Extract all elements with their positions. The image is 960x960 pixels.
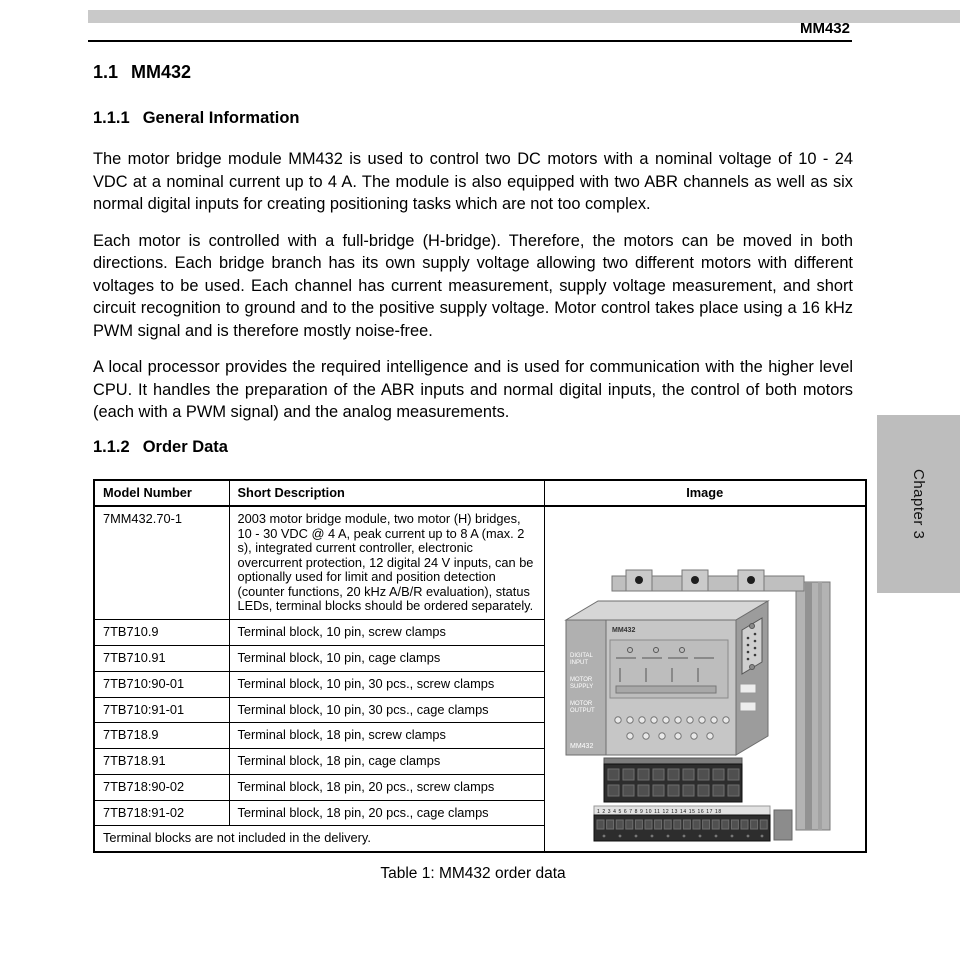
page-header xyxy=(88,20,852,42)
terminal-numbers-label: 1 2 3 4 5 6 7 8 9 10 11 12 13 14 15 16 17 18 xyxy=(596,809,722,815)
running-header-title: MM432 xyxy=(799,20,850,37)
chapter-tab-label: Chapter 3 xyxy=(910,468,927,540)
section-number: 1.1.2 xyxy=(93,437,130,456)
section-heading-1-1-1 xyxy=(93,109,853,128)
module-body xyxy=(566,601,768,755)
model-number-cell: 7TB718.91 xyxy=(94,749,229,775)
section-number: 1.1 xyxy=(93,62,119,82)
section-title: MM432 xyxy=(131,62,192,82)
model-number-cell: 7MM432.70-1 xyxy=(94,506,229,620)
description-cell: Terminal block, 18 pin, 20 pcs., cage clamps xyxy=(229,800,544,826)
model-number-cell: 7TB710.91 xyxy=(94,646,229,672)
header-rule xyxy=(88,40,852,42)
section-title: General Information xyxy=(142,109,300,127)
table-header-row xyxy=(94,480,866,507)
description-cell: Terminal block, 10 pin, screw clamps xyxy=(229,620,544,646)
terminal-block-lower-icon xyxy=(594,806,792,841)
chapter-tab xyxy=(877,415,960,593)
model-number-cell: 7TB718:90-02 xyxy=(94,774,229,800)
module-model-label-bottom: MM432 xyxy=(569,743,594,750)
panel-label: DIGITAL xyxy=(569,653,593,659)
din-rail-icon xyxy=(796,582,830,830)
table-row xyxy=(94,506,866,620)
model-number-cell: 7TB710.9 xyxy=(94,620,229,646)
section-heading-1-1-2 xyxy=(93,438,853,457)
product-image-cell xyxy=(544,506,866,852)
section-heading-1-1 xyxy=(93,62,853,83)
model-number-cell: 7TB710:91-01 xyxy=(94,697,229,723)
paragraph-general-1: The motor bridge module MM432 is used to control two DC motors with a nominal voltage of 10 - 24 VDC at a nominal current up to 4 A. The module is also equipped with two ABR channels as well as six normal digital inputs for creating positioning tasks which are not too complex. xyxy=(93,150,853,213)
order-data-table xyxy=(93,479,867,854)
column-header-image: Image xyxy=(544,480,866,507)
section-title: Order Data xyxy=(142,437,228,456)
page-content xyxy=(93,56,853,883)
column-header-description: Short Description xyxy=(229,480,544,507)
model-number-cell: 7TB718:91-02 xyxy=(94,800,229,826)
side-tag xyxy=(740,684,756,693)
panel-label: INPUT xyxy=(569,660,588,666)
description-cell: Terminal block, 18 pin, cage clamps xyxy=(229,749,544,775)
table-caption: Table 1: MM432 order data xyxy=(380,865,566,882)
description-cell: Terminal block, 10 pin, 30 pcs., cage clamps xyxy=(229,697,544,723)
column-header-model: Model Number xyxy=(94,480,229,507)
footer-note-cell: Terminal blocks are not included in the delivery. xyxy=(94,826,544,852)
section-number: 1.1.1 xyxy=(93,109,130,127)
panel-label: OUTPUT xyxy=(569,708,595,714)
model-number-cell: 7TB710:90-01 xyxy=(94,671,229,697)
paragraph-general-2: Each motor is controlled with a full-bridge (H-bridge). Therefore, the motors can be moved in both directions. Each bridge branch has its own supply voltage allowing two different motors with different voltages to be used. Each channel has current measurement, supply voltage measurement, and short circuit recognition to ground and to the positive supply voltage. Motor control takes place using a 16 kHz PWM signal and is therefore mostly noise-free. xyxy=(93,231,853,340)
description-cell: Terminal block, 10 pin, cage clamps xyxy=(229,646,544,672)
panel-label: MOTOR xyxy=(569,701,592,707)
panel-label: MOTOR xyxy=(569,677,592,683)
paragraph-general-3: A local processor provides the required intelligence and is used for communication with the higher level CPU. It handles the preparation of the ABR inputs and normal digital inputs, the control of both motors (each with a PWM signal) and the analog measurements. xyxy=(93,358,853,421)
panel-label: SUPPLY xyxy=(569,684,593,690)
module-model-label: MM432 xyxy=(611,627,636,634)
terminal-block-upper-icon xyxy=(604,758,742,802)
description-cell: Terminal block, 18 pin, screw clamps xyxy=(229,723,544,749)
description-cell: Terminal block, 10 pin, 30 pcs., screw clamps xyxy=(229,671,544,697)
description-cell: 2003 motor bridge module, two motor (H) bridges, 10 - 30 VDC @ 4 A, peak current up to 8 A (max. 2 s), integrated current controller, electronic overcurrent protection, 12 digital 24 V inputs, can be optionally used for limit and position detection (counter functions, 20 kHz A/B/R evaluation), status LEDs, terminal blocks should be ordered separately. xyxy=(229,506,544,620)
module-photo xyxy=(560,568,850,846)
model-number-cell: 7TB718.9 xyxy=(94,723,229,749)
side-tag xyxy=(740,702,756,711)
mounting-bracket-icon xyxy=(612,570,804,591)
description-cell: Terminal block, 18 pin, 20 pcs., screw clamps xyxy=(229,774,544,800)
schematic-panel xyxy=(610,640,728,698)
